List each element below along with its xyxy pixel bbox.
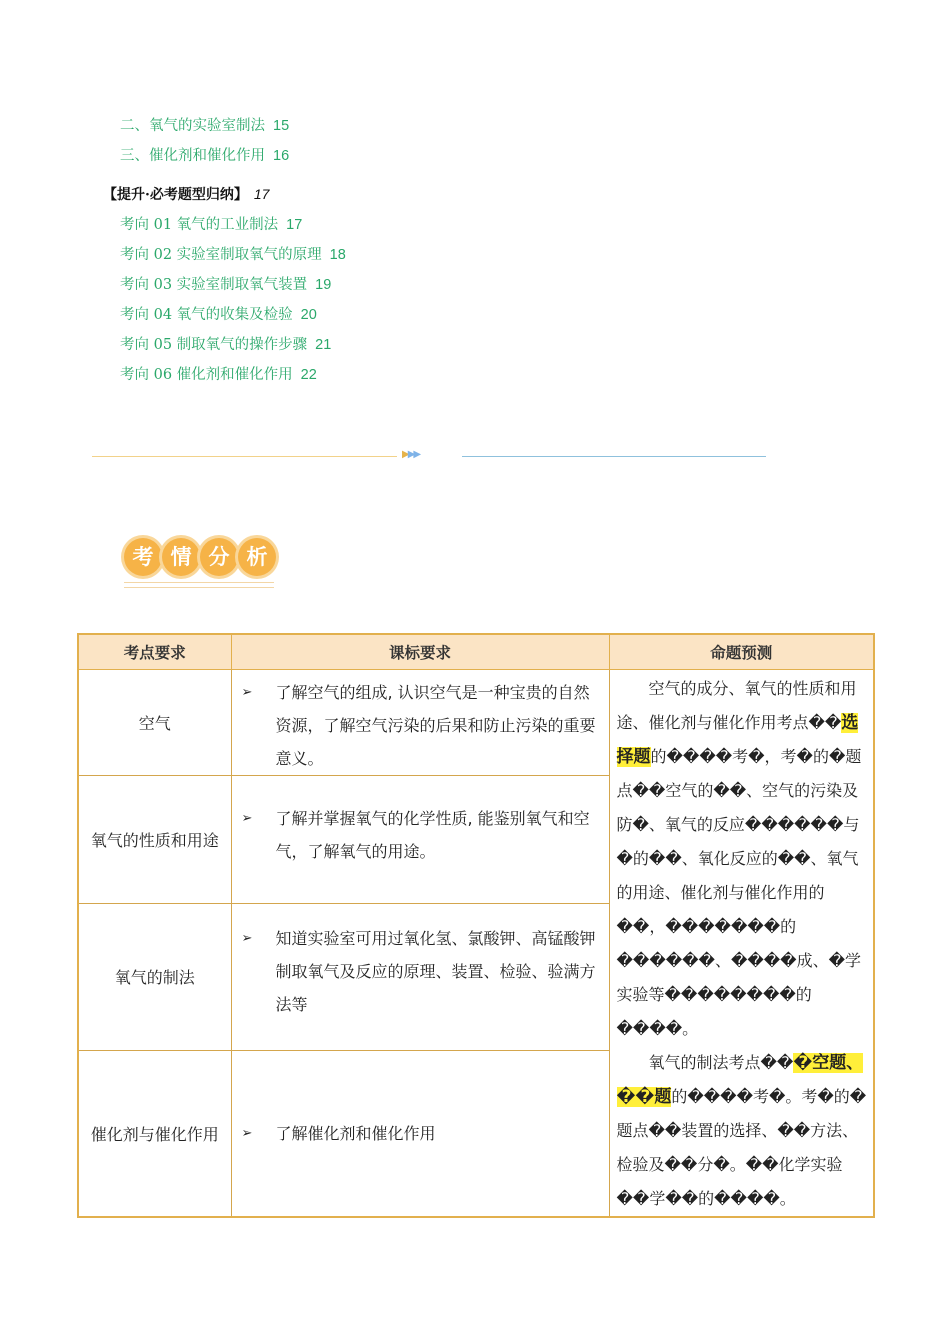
prediction-cell xyxy=(609,670,874,1218)
toc-entry-label: 考向 03 实验室制取氧气装置 xyxy=(120,277,308,293)
arrow-bullet-icon: ➢ xyxy=(241,685,253,700)
prediction-text: 的����考�，考�的�题点��空气的��、空气的污染及防�、氧气的反应������与�的��、氧化反应的��、氧气的用途、催化剂与催化作用的��，�������的������、����成、�学实验等��������的����。 xyxy=(616,747,862,1038)
prediction-text: 空气的成分、氧气的性质和用途、催化剂与催化作用考点�� xyxy=(616,679,857,732)
toc-heading xyxy=(103,184,269,204)
badge-underline xyxy=(124,582,274,588)
toc-entry-label: 考向 04 氧气的收集及检验 xyxy=(120,307,293,323)
header-topic: 考点要求 xyxy=(78,634,231,670)
toc-entry-label: 三、催化剂和催化作用 xyxy=(120,148,265,164)
toc-entry-page: 15 xyxy=(273,118,290,134)
toc-entry-label: 考向 05 制取氧气的操作步骤 xyxy=(120,337,308,353)
toc-entry-label: 二、氧气的实验室制法 xyxy=(120,118,265,134)
divider-arrows-icon: ▶▶▶ xyxy=(402,449,420,460)
toc-entry[interactable] xyxy=(120,363,317,384)
toc-entry-page: 20 xyxy=(300,307,317,323)
toc-entry-label: 考向 06 催化剂和催化作用 xyxy=(120,367,293,383)
prediction-text: 氧气的制法考点�� xyxy=(648,1053,794,1072)
arrow-bullet-icon: ➢ xyxy=(241,811,253,827)
table-row xyxy=(78,670,874,776)
highlight-text: 选择题 xyxy=(616,713,859,767)
divider-line-left xyxy=(92,456,397,457)
section-badge xyxy=(120,536,280,592)
standard-cell xyxy=(231,904,609,1051)
divider-line-right xyxy=(462,456,766,457)
topic-cell: 催化剂与催化作用 xyxy=(78,1050,231,1217)
arrow-bullet-icon: ➢ xyxy=(241,1125,253,1141)
toc-entry[interactable] xyxy=(120,243,346,264)
toc-entry[interactable] xyxy=(120,213,302,234)
toc-entry-page: 17 xyxy=(286,217,303,233)
standard-text: 了解空气的组成, 认识空气是一种宝贵的自然资源，了解空气污染的后果和防止污染的重要意义。 xyxy=(275,683,596,768)
standard-text: 了解催化剂和催化作用 xyxy=(275,1123,436,1143)
topic-cell: 空气 xyxy=(78,670,231,776)
header-standard: 课标要求 xyxy=(231,634,609,670)
topic-cell: 氧气的制法 xyxy=(78,904,231,1051)
header-prediction: 命题预测 xyxy=(609,634,874,670)
badge-char: 考 xyxy=(124,538,162,576)
topic-cell: 氧气的性质和用途 xyxy=(78,776,231,904)
standard-text: 知道实验室可用过氧化氢、氯酸钾、高锰酸钾制取氧气及反应的原理、装置、检验、验满方法等 xyxy=(275,929,596,1015)
toc-entry[interactable] xyxy=(120,333,331,354)
arrow-bullet-icon: ➢ xyxy=(241,931,253,947)
toc-heading-label: 【提升·必考题型归纳】 xyxy=(103,187,248,203)
toc-heading-page: 17 xyxy=(253,186,270,202)
toc-entry[interactable] xyxy=(120,303,317,324)
toc-entry-label: 考向 02 实验室制取氧气的原理 xyxy=(120,247,322,263)
standard-cell xyxy=(231,670,609,776)
toc-entry-label: 考向 01 氧气的工业制法 xyxy=(120,217,279,233)
toc-entry-page: 16 xyxy=(273,148,290,164)
table-header-row xyxy=(78,634,874,670)
prediction-text: 的����考�。考�的�题点��装置的选择、��方法、检验及��分�。��化学实验��学��的����。 xyxy=(616,1087,867,1208)
highlight-text: �空题、��题 xyxy=(616,1053,864,1107)
badge-char: 分 xyxy=(200,538,238,576)
toc-entry[interactable] xyxy=(120,114,289,135)
toc-entry-page: 18 xyxy=(329,247,346,263)
toc-entry[interactable] xyxy=(120,273,331,294)
standard-cell xyxy=(231,776,609,904)
badge-char: 析 xyxy=(238,538,276,576)
standard-text: 了解并掌握氧气的化学性质, 能鉴别氧气和空气，了解氧气的用途。 xyxy=(275,809,590,862)
badge-char: 情 xyxy=(162,538,200,576)
toc-entry-page: 22 xyxy=(300,367,317,383)
standard-cell xyxy=(231,1050,609,1217)
requirements-table xyxy=(77,633,875,1218)
toc-entry[interactable] xyxy=(120,144,289,165)
section-divider xyxy=(92,449,766,460)
toc-entry-page: 19 xyxy=(315,277,332,293)
toc-entry-page: 21 xyxy=(315,337,332,353)
prediction-paragraph xyxy=(617,672,868,1046)
prediction-paragraph xyxy=(617,1046,868,1216)
